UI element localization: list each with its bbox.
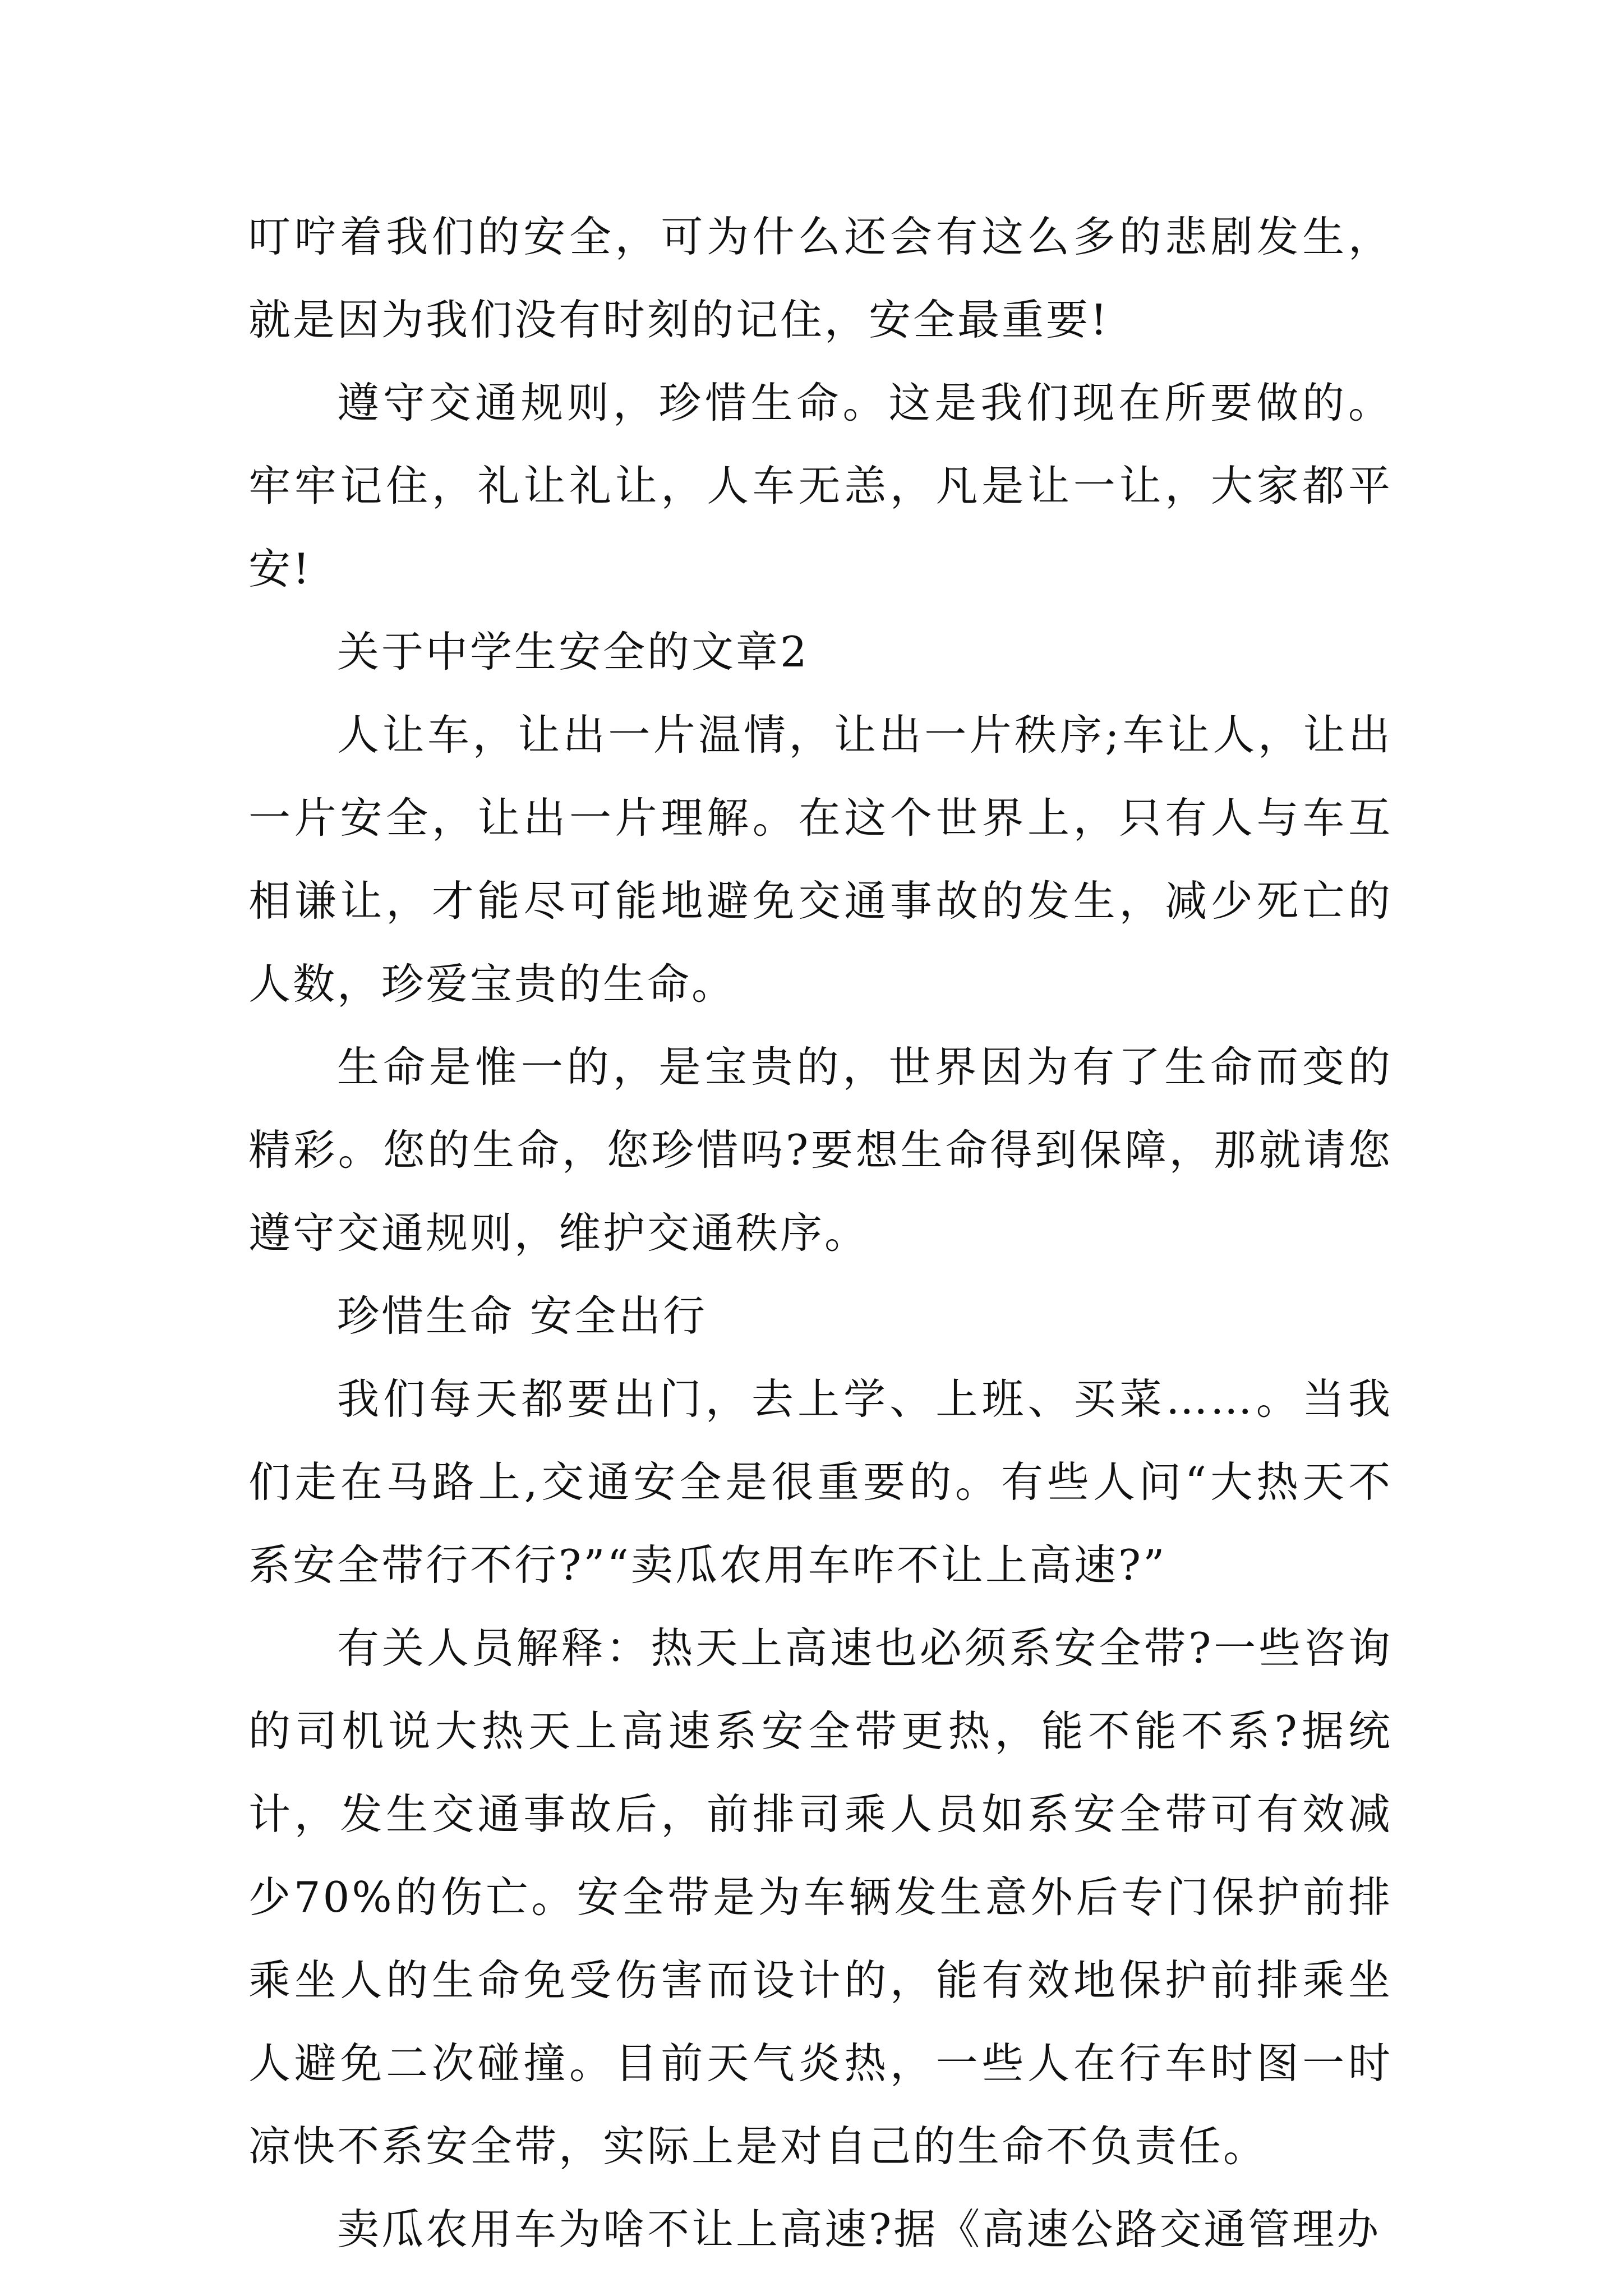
paragraph-4: 生命是惟一的，是宝贵的，世界因为有了生命而变的精彩。您的生命，您珍惜吗?要想生命得到保障，那就请您遵守交通规则，维护交通秩序。	[248, 1042, 1393, 1258]
paragraph-5: 我们每天都要出门，去上学、上班、买菜……。当我们走在马路上,交通安全是很重要的。有些人问“大热天不系安全带行不行?”“卖瓜农用车咋不让上高速?”	[248, 1374, 1393, 1590]
section-heading-article-2: 关于中学生安全的文章2	[337, 627, 809, 677]
paragraph-2: 遵守交通规则，珍惜生命。这是我们现在所要做的。牢牢记住，礼让礼让，人车无恙，凡是让一让，大家都平安!	[248, 378, 1393, 593]
paragraph-6: 有关人员解释：热天上高速也必须系安全带?一些咨询的司机说大热天上高速系安全带更热，能不能不系?据统计，发生交通事故后，前排司乘人员如系安全带可有效减少70%的伤亡。安全带是为车辆发生意外后专门保护前排乘坐人的生命免受伤害而设计的，能有效地保护前排乘坐人避免二次碰撞。目前天气炎热，一些人在行车时图一时凉快不系安全带，实际上是对自己的生命不负责任。	[248, 1623, 1393, 2171]
document-body	[248, 195, 1393, 2271]
section-heading-safe-travel: 珍惜生命 安全出行	[337, 1291, 707, 1341]
paragraph-7: 卖瓜农用车为啥不让上高速?据《高速公路交通管理办	[337, 2205, 1381, 2254]
paragraph-1: 叮咛着我们的安全，可为什么还会有这么多的悲剧发生，就是因为我们没有时刻的记住，安全最重要!	[248, 212, 1393, 344]
paragraph-3: 人让车，让出一片温情，让出一片秩序;车让人，让出一片安全，让出一片理解。在这个世界上，只有人与车互相谦让，才能尽可能地避免交通事故的发生，减少死亡的人数，珍爱宝贵的生命。	[248, 710, 1393, 1009]
